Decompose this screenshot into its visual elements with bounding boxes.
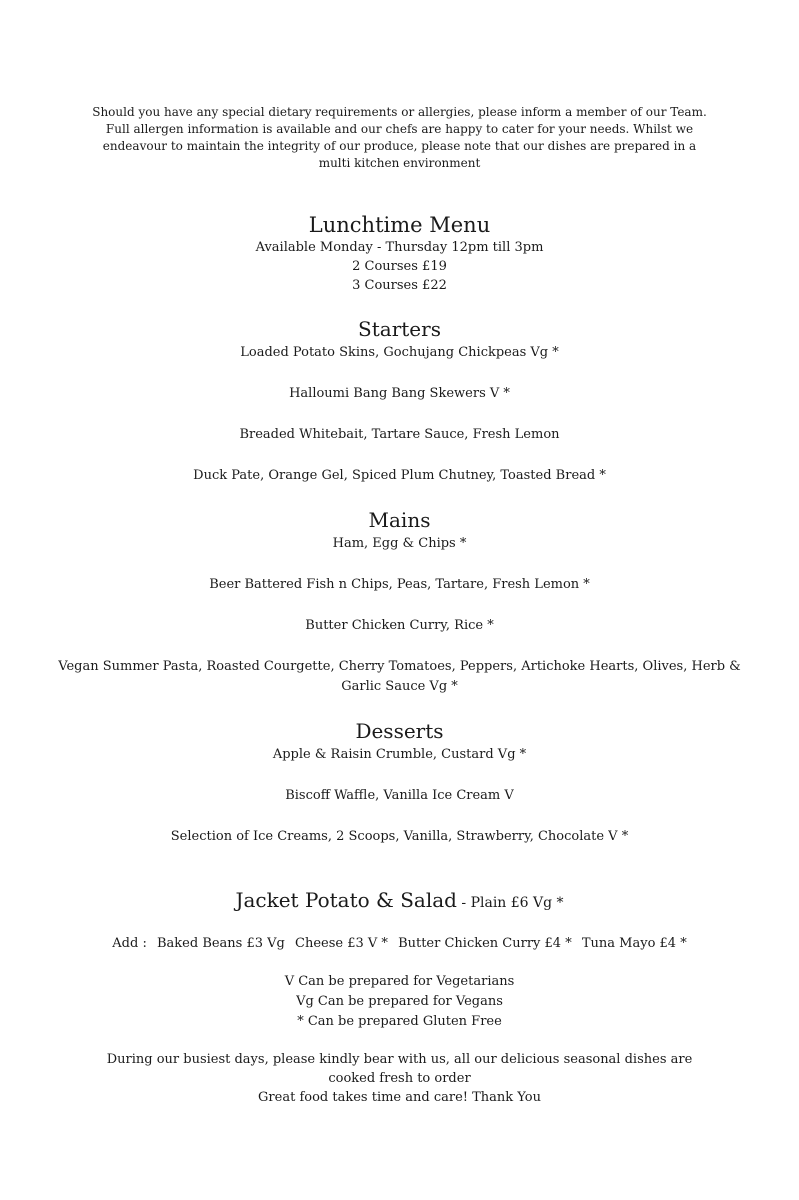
menu-title: Lunchtime Menu [308, 213, 491, 237]
addon-item: Butter Chicken Curry £4 * [398, 936, 572, 951]
menu-info [0, 238, 799, 295]
notice-line: multi kitchen environment [318, 156, 481, 170]
footer-note [0, 1050, 799, 1107]
menu-item: Duck Pate, Orange Gel, Spiced Plum Chutney, Toasted Bread * [193, 468, 606, 483]
addons-line [0, 934, 799, 954]
menu-item: Ham, Egg & Chips * [332, 536, 467, 551]
menu-item: Apple & Raisin Crumble, Custard Vg * [272, 747, 527, 762]
menu-item: Biscoff Waffle, Vanilla Ice Cream V [285, 788, 514, 803]
menu-item: Selection of Ice Creams, 2 Scoops, Vanilla, Strawberry, Chocolate V * [170, 829, 629, 844]
addon-item: Baked Beans £3 Vg [156, 936, 285, 951]
menu-item: Halloumi Bang Bang Skewers V * [289, 386, 510, 401]
menu-item: Vegan Summer Pasta, Roasted Courgette, Cherry Tomatoes, Peppers, Artichoke Hearts, Olives, Herb & Garlic Sauce Vg * [58, 659, 741, 694]
legend-line: Vg Can be prepared for Vegans [296, 994, 503, 1009]
notice-line: Should you have any special dietary requirements or allergies, please inform a member of our Team. [92, 105, 707, 119]
jacket-potato-title: Jacket Potato & Salad [235, 888, 457, 912]
menu-item: Loaded Potato Skins, Gochujang Chickpeas Vg * [240, 345, 559, 360]
legend-line: V Can be prepared for Vegetarians [284, 974, 515, 989]
menu-item: Beer Battered Fish n Chips, Peas, Tartare, Fresh Lemon * [209, 577, 590, 592]
two-courses-price: 2 Courses £19 [352, 259, 447, 274]
mains-heading: Mains [368, 508, 431, 532]
allergy-notice [60, 104, 740, 172]
addons-label: Add : [112, 936, 147, 951]
footer-line: During our busiest days, please kindly bear with us, all our delicious seasonal dishes are [106, 1052, 693, 1067]
notice-line: endeavour to maintain the integrity of our produce, please note that our dishes are prepared in a [102, 139, 697, 153]
notice-line: Full allergen information is available and our chefs are happy to cater for your needs. Whilst we [105, 122, 694, 136]
addon-item: Tuna Mayo £4 * [581, 936, 687, 951]
jacket-potato-price: - Plain £6 Vg * [456, 895, 564, 911]
menu-item: Breaded Whitebait, Tartare Sauce, Fresh Lemon [239, 427, 560, 442]
footer-line: cooked fresh to order [328, 1071, 471, 1086]
desserts-list [0, 745, 799, 847]
starters-list [0, 343, 799, 486]
footer-line: Great food takes time and care! Thank You [258, 1090, 541, 1105]
availability-text: Available Monday - Thursday 12pm till 3pm [255, 240, 544, 255]
legend-line: * Can be prepared Gluten Free [297, 1014, 502, 1029]
addon-item: Cheese £3 V * [295, 936, 388, 951]
dietary-legend [0, 972, 799, 1032]
jacket-potato-heading [0, 887, 799, 916]
starters-heading: Starters [358, 317, 441, 341]
three-courses-price: 3 Courses £22 [352, 278, 447, 293]
menu-item: Butter Chicken Curry, Rice * [305, 618, 494, 633]
mains-list [0, 534, 799, 697]
desserts-heading: Desserts [355, 719, 444, 743]
